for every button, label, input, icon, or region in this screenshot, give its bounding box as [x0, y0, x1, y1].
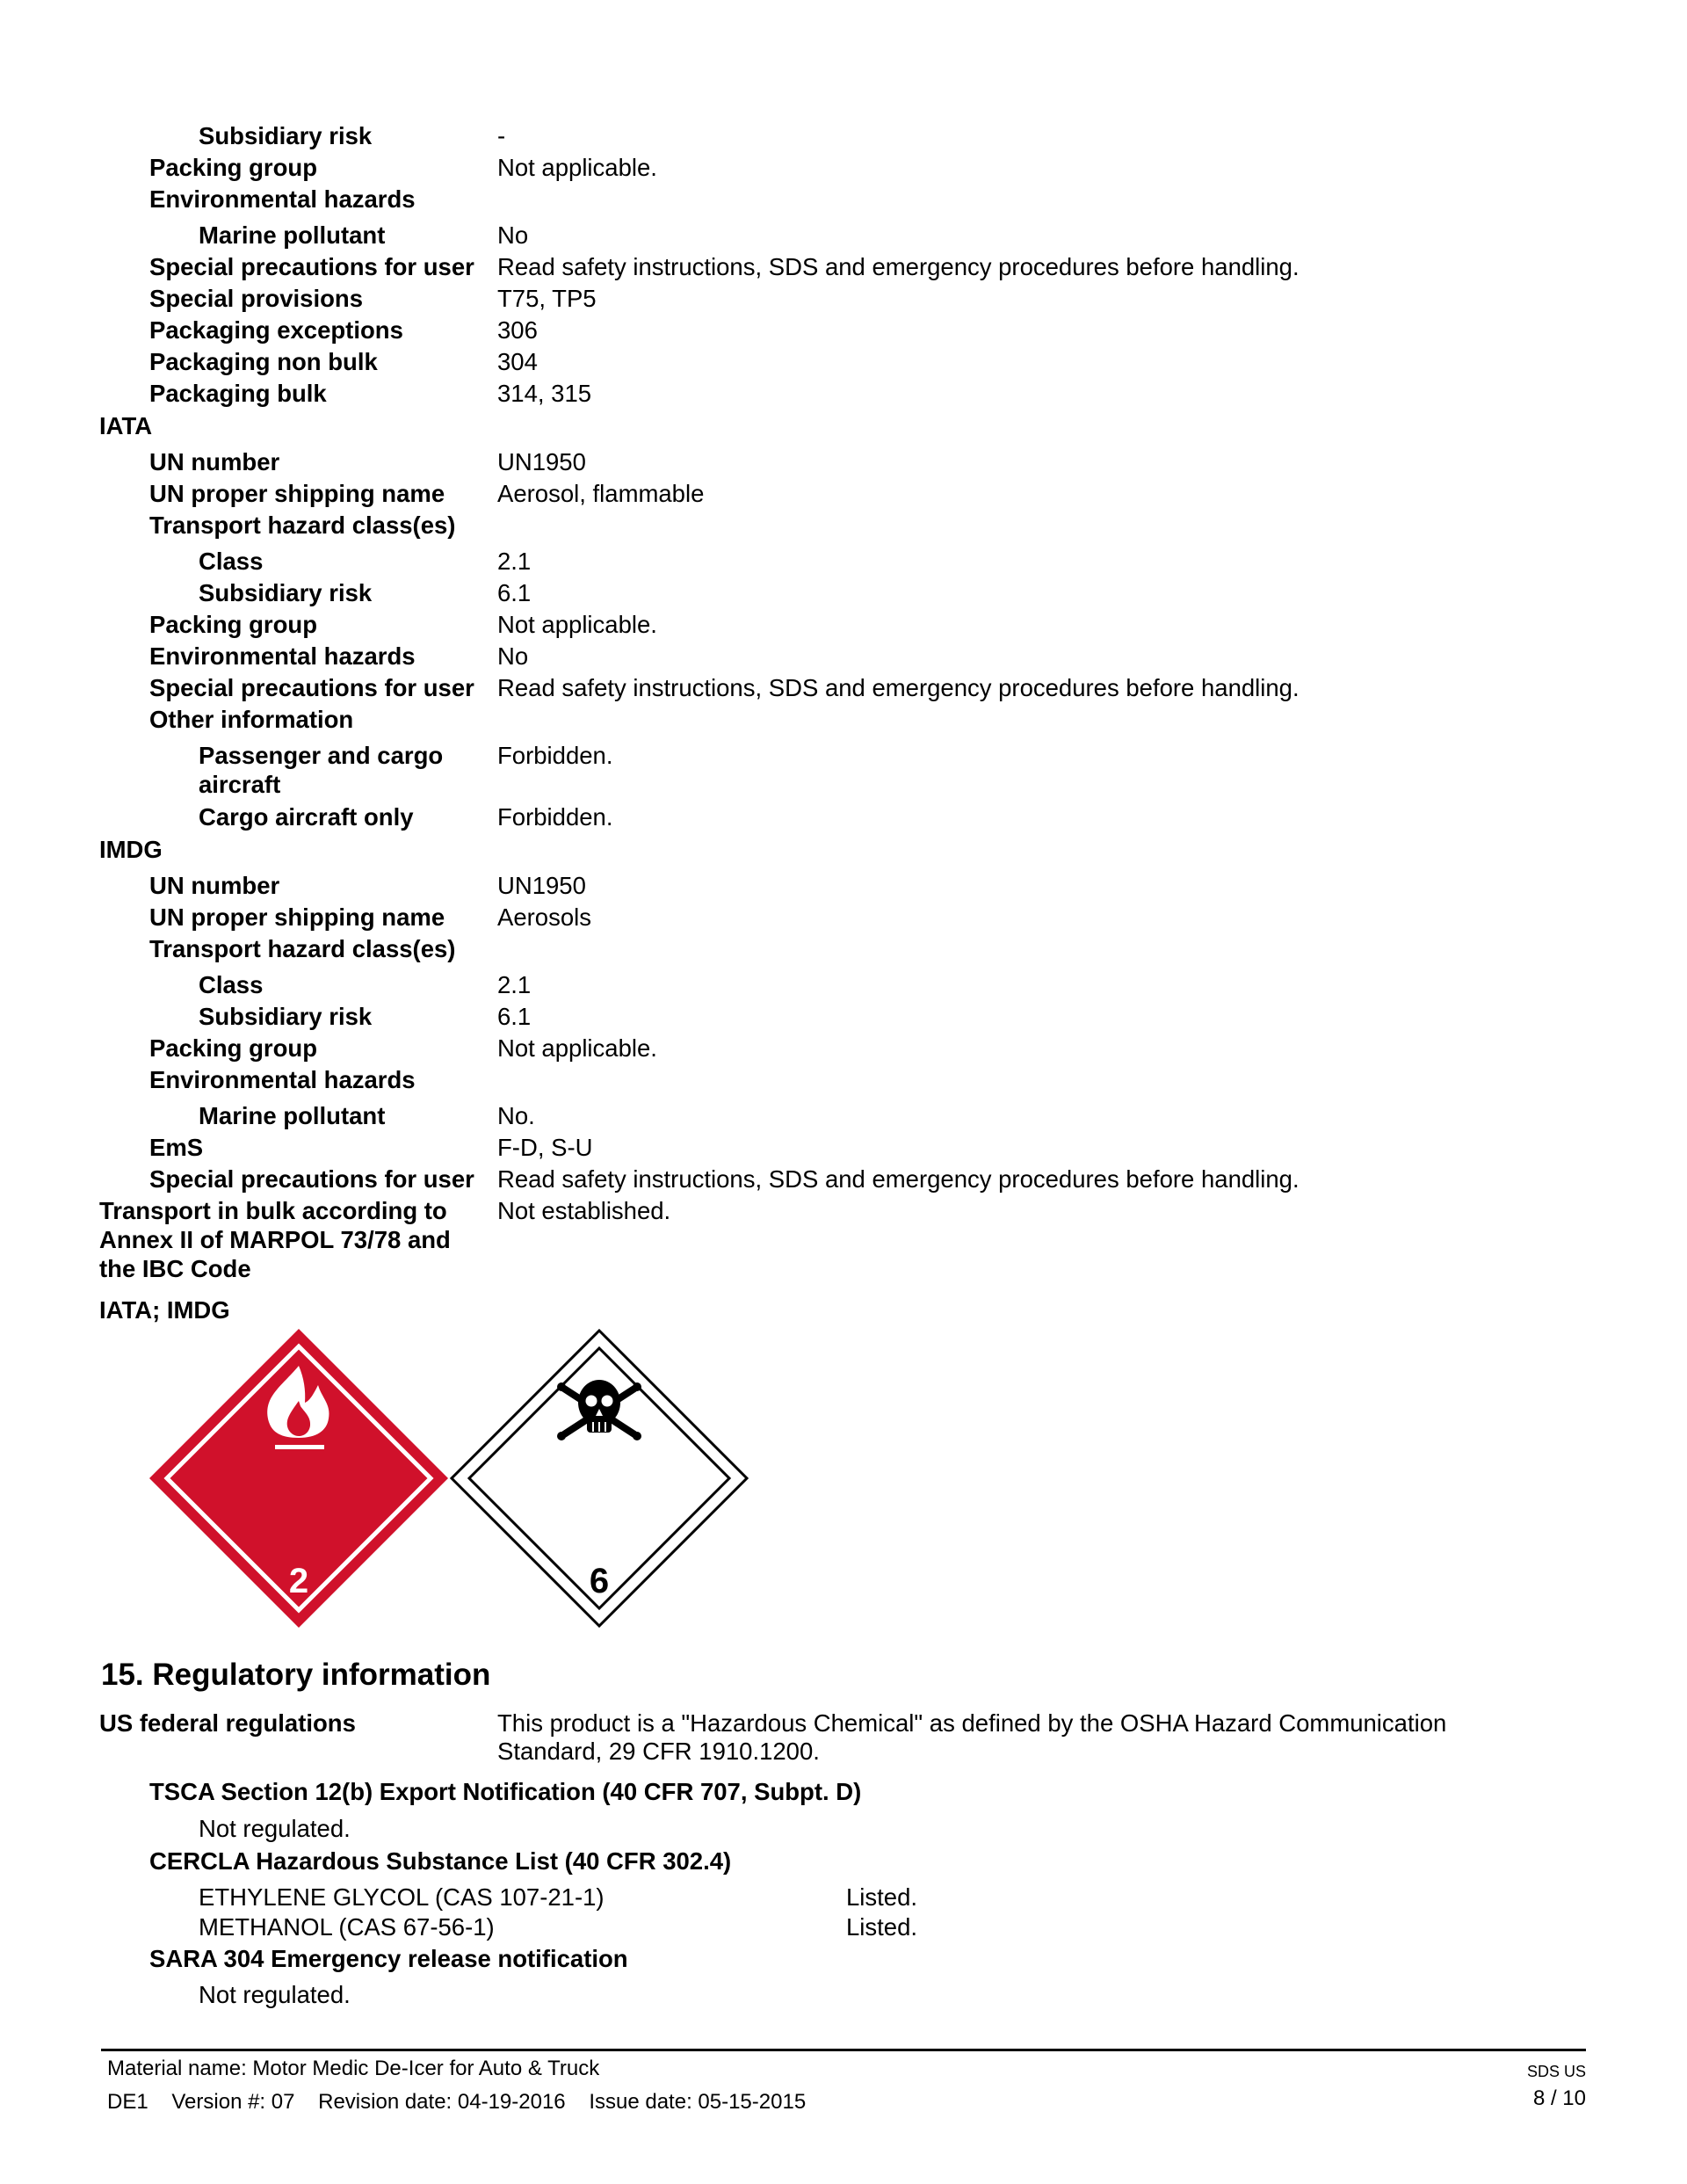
iata-subsidiary-risk-value: 6.1 [497, 579, 532, 606]
bulk-label-line1: Transport in bulk according to [99, 1197, 447, 1224]
footer-revision-info: DE1 Version #: 07 Revision date: 04-19-2016 Issue date: 05-15-2015 [107, 2090, 807, 2114]
environmental-hazards-label: Environmental hazards [149, 185, 416, 213]
packaging-exceptions-value: 306 [497, 316, 538, 344]
imdg-subsidiary-risk-label: Subsidiary risk [199, 1003, 373, 1030]
footer-divider [101, 2049, 1586, 2051]
iata-special-precautions-label: Special precautions for user [149, 674, 474, 701]
imdg-ems-label: EmS [149, 1134, 204, 1161]
us-federal-text-line1: This product is a "Hazardous Chemical" as defined by the OSHA Hazard Communication [497, 1709, 1447, 1737]
sara304-heading: SARA 304 Emergency release notification [149, 1945, 628, 1972]
iata-cargo-only-label: Cargo aircraft only [199, 803, 414, 831]
iata-other-info-label: Other information [149, 706, 354, 733]
bulk-label-line2: Annex II of MARPOL 73/78 and [99, 1226, 451, 1253]
imdg-marine-pollutant-value: No. [497, 1102, 535, 1129]
packaging-exceptions-label: Packaging exceptions [149, 316, 403, 344]
cercla-item-name: ETHYLENE GLYCOL (CAS 107-21-1) [199, 1883, 605, 1911]
toxic-class-number: 6 [589, 1562, 610, 1600]
imdg-shipping-name-label: UN proper shipping name [149, 903, 445, 931]
packaging-bulk-value: 314, 315 [497, 380, 592, 407]
marine-pollutant-label: Marine pollutant [199, 221, 386, 249]
flammable-gas-placard [149, 1329, 448, 1628]
special-precautions-label: Special precautions for user [149, 253, 474, 280]
cercla-item-status: Listed. [846, 1883, 918, 1911]
iata-heading: IATA [99, 412, 153, 439]
flammable-class-number: 2 [288, 1562, 309, 1600]
us-federal-label: US federal regulations [99, 1709, 356, 1737]
imdg-ems-value: F-D, S-U [497, 1134, 593, 1161]
cercla-item-status: Listed. [846, 1913, 918, 1941]
imdg-special-precautions-label: Special precautions for user [149, 1165, 474, 1193]
imdg-class-label: Class [199, 971, 264, 998]
iata-packing-group-value: Not applicable. [497, 611, 657, 638]
tsca-value: Not regulated. [199, 1815, 351, 1842]
section-15-title: 15. Regulatory information [101, 1658, 491, 1692]
iata-subsidiary-risk-label: Subsidiary risk [199, 579, 373, 606]
imdg-env-hazards-label: Environmental hazards [149, 1066, 416, 1093]
imdg-packing-group-label: Packing group [149, 1034, 317, 1062]
iata-env-hazards-value: No [497, 642, 529, 670]
footer-page-number: 8 / 10 [1532, 2086, 1586, 2110]
imdg-un-number-label: UN number [149, 872, 280, 899]
imdg-packing-group-value: Not applicable. [497, 1034, 657, 1062]
cercla-heading: CERCLA Hazardous Substance List (40 CFR 302.4) [149, 1847, 732, 1875]
iata-shipping-name-value: Aerosol, flammable [497, 480, 705, 507]
placards-heading: IATA; IMDG [99, 1296, 230, 1324]
imdg-heading: IMDG [99, 836, 163, 863]
imdg-un-number-value: UN1950 [497, 872, 586, 899]
iata-passenger-cargo-label-line2: aircraft [199, 771, 281, 798]
iata-shipping-name-label: UN proper shipping name [149, 480, 445, 507]
iata-passenger-cargo-label-line1: Passenger and cargo [199, 742, 444, 769]
iata-un-number-label: UN number [149, 448, 280, 475]
special-provisions-label: Special provisions [149, 285, 364, 312]
us-federal-text-line2: Standard, 29 CFR 1910.1200. [497, 1738, 820, 1765]
imdg-marine-pollutant-label: Marine pollutant [199, 1102, 386, 1129]
packing-group-label: Packing group [149, 154, 317, 181]
iata-env-hazards-label: Environmental hazards [149, 642, 416, 670]
imdg-special-precautions-value: Read safety instructions, SDS and emergency procedures before handling. [497, 1165, 1300, 1193]
iata-class-label: Class [199, 548, 264, 575]
imdg-hazard-classes-label: Transport hazard class(es) [149, 935, 456, 962]
iata-passenger-cargo-value: Forbidden. [497, 742, 613, 769]
bulk-value: Not established. [497, 1197, 671, 1224]
sara304-value: Not regulated. [199, 1981, 351, 2008]
packaging-non-bulk-value: 304 [497, 348, 538, 375]
subsidiary-risk-label: Subsidiary risk [199, 122, 373, 149]
iata-hazard-classes-label: Transport hazard class(es) [149, 512, 456, 539]
tsca-heading: TSCA Section 12(b) Export Notification (40 CFR 707, Subpt. D) [149, 1778, 862, 1805]
imdg-class-value: 2.1 [497, 971, 532, 998]
toxic-placard [450, 1329, 749, 1628]
iata-un-number-value: UN1950 [497, 448, 586, 475]
packing-group-value: Not applicable. [497, 154, 657, 181]
imdg-subsidiary-risk-value: 6.1 [497, 1003, 532, 1030]
footer-material-name: Material name: Motor Medic De-Icer for Auto & Truck [107, 2057, 600, 2080]
iata-special-precautions-value: Read safety instructions, SDS and emergency procedures before handling. [497, 674, 1300, 701]
iata-class-value: 2.1 [497, 548, 532, 575]
packaging-bulk-label: Packaging bulk [149, 380, 327, 407]
footer-doc-type: SDS US [1526, 2063, 1586, 2080]
iata-cargo-only-value: Forbidden. [497, 803, 613, 831]
imdg-shipping-name-value: Aerosols [497, 903, 591, 931]
iata-packing-group-label: Packing group [149, 611, 317, 638]
subsidiary-risk-value: - [497, 122, 506, 149]
cercla-item-name: METHANOL (CAS 67-56-1) [199, 1913, 495, 1941]
packaging-non-bulk-label: Packaging non bulk [149, 348, 378, 375]
bulk-label-line3: the IBC Code [99, 1255, 251, 1282]
special-provisions-value: T75, TP5 [497, 285, 597, 312]
marine-pollutant-value: No [497, 221, 529, 249]
special-precautions-value: Read safety instructions, SDS and emergency procedures before handling. [497, 253, 1300, 280]
